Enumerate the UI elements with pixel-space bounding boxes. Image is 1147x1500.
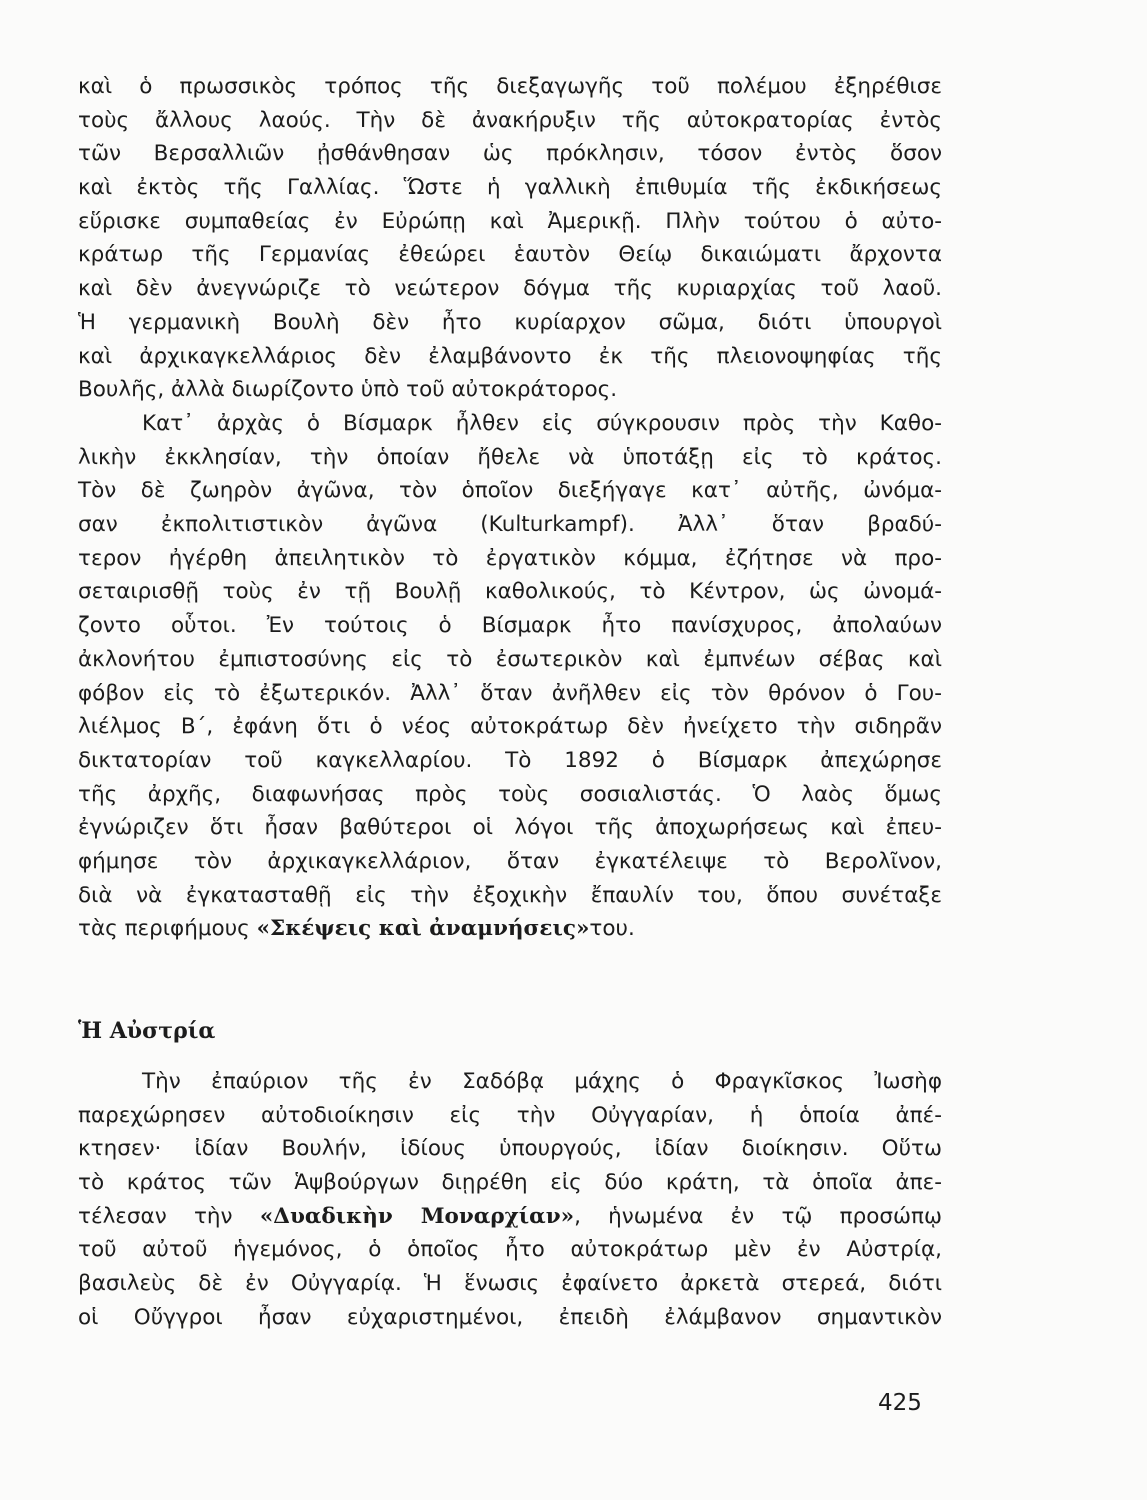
text-run: του.	[589, 916, 635, 942]
text-line: βασιλεὺς δὲ ἐν Οὐγγαρίᾳ. Ἡ ἕνωσις ἐφαίνετο ἀρκετὰ στερεά, διότι	[78, 1271, 942, 1297]
text-line: καὶ ἐκτὸς τῆς Γαλλίας. Ὥστε ἡ γαλλικὴ ἐπιθυμία τῆς ἐκδικήσεως	[78, 175, 942, 201]
text-line: Βουλῆς, ἀλλὰ διωρίζοντο ὑπὸ τοῦ αὐτοκράτορος.	[78, 377, 618, 403]
paragraph-3	[78, 1065, 942, 1335]
paragraph-1	[78, 70, 942, 407]
text-run: τὰς περιφήμους	[78, 916, 257, 942]
text-line: σαν ἐκπολιτιστικὸν ἀγῶνα (Kulturkampf). Ἀλλ᾿ ὅταν βραδύ-	[78, 512, 942, 538]
section-heading: Ἡ Αὐστρία	[78, 1018, 216, 1044]
text-line: τῶν Βερσαλλιῶν ᾐσθάνθησαν ὡς πρόκλησιν, τόσον ἐντὸς ὅσον	[78, 141, 942, 167]
text-line	[78, 1200, 942, 1234]
text-line	[78, 912, 942, 946]
text-line: σεταιρισθῇ τοὺς ἐν τῇ Βουλῇ καθολικούς, τὸ Κέντρον, ὡς ὠνομά-	[78, 579, 942, 605]
text-line: τῆς ἀρχῆς, διαφωνήσας πρὸς τοὺς σοσιαλιστάς. Ὁ λαὸς ὅμως	[78, 781, 942, 807]
text-line: Τὸν δὲ ζωηρὸν ἀγῶνα, τὸν ὁποῖον διεξήγαγε κατ᾿ αὐτῆς, ὠνόμα-	[78, 478, 942, 504]
text-run: τέλεσαν τὴν	[78, 1203, 260, 1229]
text-line: τὸ κράτος τῶν Ἁψβούργων διῃρέθη εἰς δύο κράτη, τὰ ὁποῖα ἀπε-	[78, 1170, 942, 1196]
text-line: κτησεν· ἰδίαν Βουλήν, ἰδίους ὑπουργούς, ἰδίαν διοίκησιν. Οὕτω	[78, 1136, 942, 1162]
text-line: ἐγνώριζεν ὅτι ἦσαν βαθύτεροι οἱ λόγοι τῆς ἀποχωρήσεως καὶ ἐπευ-	[78, 815, 942, 841]
text-line: καὶ δὲν ἀνεγνώριζε τὸ νεώτερον δόγμα τῆς κυριαρχίας τοῦ λαοῦ.	[78, 276, 942, 302]
text-line: ἀκλονήτου ἐμπιστοσύνης εἰς τὸ ἐσωτερικὸν καὶ ἐμπνέων σέβας καὶ	[78, 646, 942, 672]
text-line: διὰ νὰ ἐγκατασταθῇ εἰς τὴν ἐξοχικὴν ἔπαυλίν του, ὅπου συνέταξε	[78, 882, 942, 908]
page-number: 425	[878, 1390, 922, 1416]
text-run: , ἡνωμένα ἐν τῷ προσώπῳ	[574, 1203, 942, 1229]
book-title: «Σκέψεις καὶ ἀναμνήσεις»	[256, 916, 590, 942]
text-line: οἱ Οὔγγροι ἦσαν εὐχαριστημένοι, ἐπειδὴ ἐλάμβανον σημαντικὸν	[78, 1304, 942, 1330]
text-line: ζοντο οὗτοι. Ἐν τούτοις ὁ Βίσμαρκ ἦτο πανίσχυρος, ἀπολαύων	[78, 613, 942, 639]
text-line: τερον ἠγέρθη ἀπειλητικὸν τὸ ἐργατικὸν κόμμα, ἐζήτησε νὰ προ-	[78, 545, 942, 571]
text-line: καὶ ἀρχικαγκελλάριος δὲν ἐλαμβάνοντο ἐκ τῆς πλειονοψηφίας τῆς	[78, 343, 942, 369]
text-line: δικτατορίαν τοῦ καγκελλαρίου. Τὸ 1892 ὁ Βίσμαρκ ἀπεχώρησε	[78, 747, 942, 773]
paragraph-2	[78, 407, 942, 946]
text-line: κράτωρ τῆς Γερμανίας ἐθεώρει ἑαυτὸν Θείῳ δικαιώματι ἄρχοντα	[78, 242, 942, 268]
text-line: καὶ ὁ πρωσσικὸς τρόπος τῆς διεξαγωγῆς τοῦ πολέμου ἐξηρέθισε	[78, 74, 942, 99]
text-line: φήμησε τὸν ἀρχικαγκελλάριον, ὅταν ἐγκατέλειψε τὸ Βερολῖνον,	[78, 848, 942, 874]
text-line: Τὴν ἐπαύριον τῆς ἐν Σαδόβᾳ μάχης ὁ Φραγκῖσκος Ἰωσὴφ	[142, 1069, 942, 1094]
text-line: τοὺς ἄλλους λαούς. Τὴν δὲ ἀνακήρυξιν τῆς αὐτοκρατορίας ἐντὸς	[78, 107, 942, 133]
text-line: παρεχώρησεν αὐτοδιοίκησιν εἰς τὴν Οὐγγαρίαν, ἡ ὁποία ἀπέ-	[78, 1102, 942, 1128]
emphasis-term: «Δυαδικὴν Μοναρχίαν»	[259, 1203, 575, 1229]
text-line: Κατ᾿ ἀρχὰς ὁ Βίσμαρκ ἦλθεν εἰς σύγκρουσιν πρὸς τὴν Καθο-	[142, 411, 942, 436]
text-line: τοῦ αὐτοῦ ἡγεμόνος, ὁ ὁποῖος ἦτο αὐτοκράτωρ μὲν ἐν Αὐστρίᾳ,	[78, 1237, 942, 1263]
text-line: λιέλμος Β΄, ἐφάνη ὅτι ὁ νέος αὐτοκράτωρ δὲν ἠνείχετο τὴν σιδηρᾶν	[78, 714, 942, 740]
text-line: λικὴν ἐκκλησίαν, τὴν ὁποίαν ἤθελε νὰ ὑποτάξῃ εἰς τὸ κράτος.	[78, 444, 942, 470]
text-line: Ἡ γερμανικὴ Βουλὴ δὲν ἦτο κυρίαρχον σῶμα, διότι ὑπουργοὶ	[78, 309, 942, 335]
text-line: φόβον εἰς τὸ ἐξωτερικόν. Ἀλλ᾿ ὅταν ἀνῆλθεν εἰς τὸν θρόνον ὁ Γου-	[78, 680, 942, 706]
text-line: εὕρισκε συμπαθείας ἐν Εὐρώπῃ καὶ Ἀμερικῇ. Πλὴν τούτου ὁ αὐτο-	[78, 208, 942, 234]
